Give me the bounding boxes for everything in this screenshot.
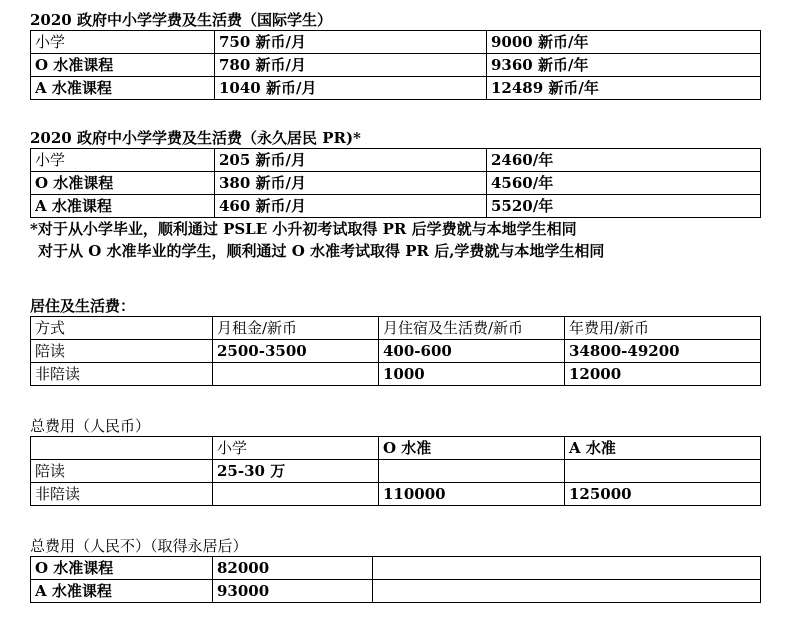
table-cell: 205 新币/月 [215, 149, 487, 172]
intl-title: 2020 政府中小学学费及生活费（国际学生） [30, 11, 332, 29]
table-cell: 9000 新币/年 [487, 31, 761, 54]
pr-note-1: *对于从小学毕业，顺利通过 PSLE 小升初考试取得 PR 后学费就与本地学生相同 [30, 220, 577, 238]
table-cell: 380 新币/月 [215, 172, 487, 195]
table-row [31, 460, 761, 483]
table-cell: 5520/年 [487, 195, 761, 218]
table-cell [379, 460, 565, 483]
table-header-row [31, 437, 761, 460]
table-cell: 非陪读 [31, 483, 213, 506]
living-title: 居住及生活费： [30, 297, 136, 315]
table-cell: 25-30 万 [213, 460, 379, 483]
table-header-cell: A 水准 [565, 437, 761, 460]
table-row [31, 483, 761, 506]
pr-table [30, 148, 761, 218]
table-cell: 93000 [213, 580, 373, 603]
table-cell: 1040 新币/月 [215, 77, 487, 100]
intl-table [30, 30, 761, 100]
table-row [31, 557, 761, 580]
table-cell: A 水准课程 [31, 580, 213, 603]
pr-note-2: 对于从 O 水准毕业的学生，顺利通过 O 水准考试取得 PR 后,学费就与本地学生相同 [38, 242, 605, 260]
total-rmb-section [30, 416, 760, 506]
table-cell: 陪读 [31, 460, 213, 483]
table-header-cell: 小学 [213, 437, 379, 460]
table-cell: 12489 新币/年 [487, 77, 761, 100]
table-cell: 小学 [31, 149, 215, 172]
table-cell: 780 新币/月 [215, 54, 487, 77]
table-cell [373, 580, 761, 603]
table-cell: A 水准课程 [31, 195, 215, 218]
table-cell: 1000 [379, 363, 565, 386]
total-pr-table [30, 556, 761, 603]
total-rmb-table [30, 436, 761, 506]
table-cell: 小学 [31, 31, 215, 54]
table-header-cell: 年费用/新币 [565, 317, 761, 340]
table-header-cell: 方式 [31, 317, 213, 340]
table-cell: 非陪读 [31, 363, 213, 386]
table-row [31, 149, 761, 172]
table-row [31, 54, 761, 77]
living-table [30, 316, 761, 386]
table-cell [213, 363, 379, 386]
table-row [31, 363, 761, 386]
table-cell [213, 483, 379, 506]
total-rmb-title: 总费用（人民币） [30, 417, 151, 435]
table-row [31, 340, 761, 363]
table-row [31, 580, 761, 603]
table-cell: 2460/年 [487, 149, 761, 172]
table-cell: A 水准课程 [31, 77, 215, 100]
table-cell [565, 460, 761, 483]
table-cell [373, 557, 761, 580]
table-cell: 460 新币/月 [215, 195, 487, 218]
table-cell: O 水准课程 [31, 172, 215, 195]
table-header-cell: O 水准 [379, 437, 565, 460]
living-section [30, 296, 760, 386]
pr-section [30, 128, 760, 262]
table-header-row [31, 317, 761, 340]
table-cell: 125000 [565, 483, 761, 506]
table-cell: 12000 [565, 363, 761, 386]
table-cell: 2500-3500 [213, 340, 379, 363]
total-pr-section [30, 536, 760, 603]
table-cell: O 水准课程 [31, 557, 213, 580]
table-row [31, 77, 761, 100]
table-cell: O 水准课程 [31, 54, 215, 77]
table-cell: 9360 新币/年 [487, 54, 761, 77]
table-cell: 34800-49200 [565, 340, 761, 363]
table-row [31, 31, 761, 54]
table-header-cell: 月住宿及生活费/新币 [379, 317, 565, 340]
table-cell: 82000 [213, 557, 373, 580]
table-cell: 4560/年 [487, 172, 761, 195]
table-cell: 陪读 [31, 340, 213, 363]
table-cell: 400-600 [379, 340, 565, 363]
intl-section [30, 10, 760, 100]
table-row [31, 172, 761, 195]
table-header-cell: 月租金/新币 [213, 317, 379, 340]
total-pr-title: 总费用（人民不）（取得永居后） [30, 537, 248, 555]
pr-title: 2020 政府中小学学费及生活费（永久居民 PR)* [30, 129, 361, 147]
table-cell: 110000 [379, 483, 565, 506]
table-row [31, 195, 761, 218]
table-cell: 750 新币/月 [215, 31, 487, 54]
table-header-cell [31, 437, 213, 460]
